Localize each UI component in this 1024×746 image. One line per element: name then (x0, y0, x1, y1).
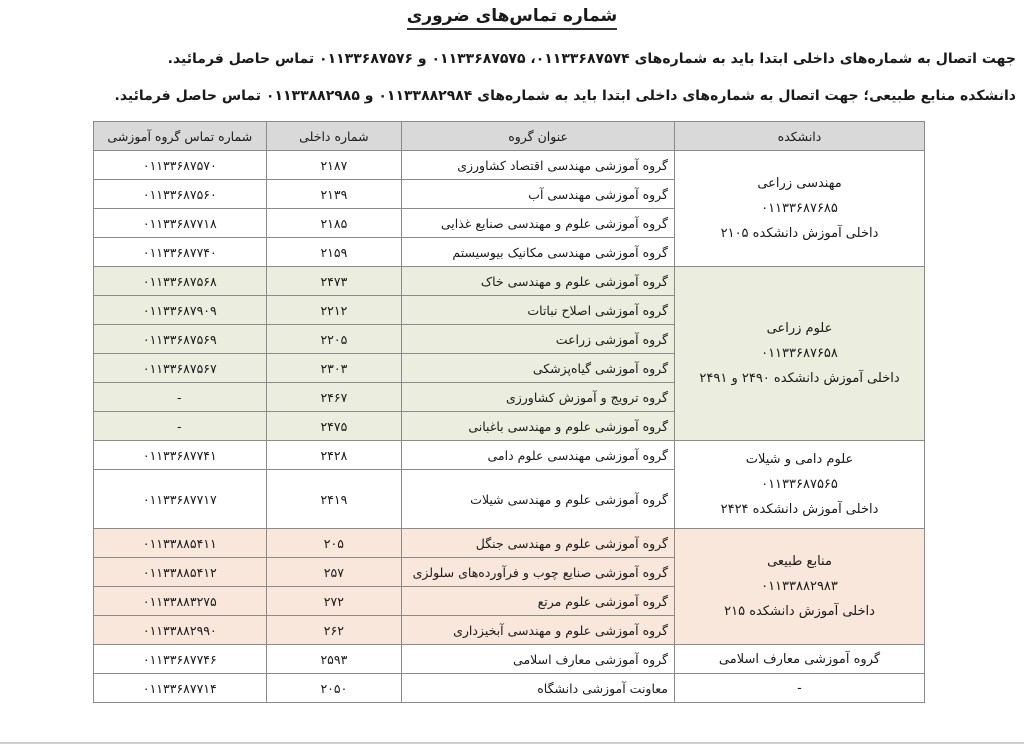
table-row (94, 645, 925, 674)
phone-cell: - (94, 412, 267, 441)
table-body (94, 151, 925, 703)
group-name-cell: گروه آموزشی مهندسی علوم دامی (402, 441, 675, 470)
table-row (94, 441, 925, 470)
faculty-internal-ext: داخلی آموزش دانشکده ۲۴۲۴ (720, 502, 879, 517)
group-name-cell: گروه آموزشی علوم و مهندسی باغبانی (402, 412, 675, 441)
faculty-cell (675, 267, 925, 441)
page-title-text: شماره تماس‌های ضروری (407, 6, 617, 30)
extension-cell: ۲۱۸۷ (266, 151, 402, 180)
header-phone: شماره تماس گروه آموزشی (94, 122, 267, 151)
group-name-cell: گروه آموزشی صنایع چوب و فرآورده‌های سلولزی (402, 558, 675, 587)
group-name-cell: گروه آموزشی مهندسی اقتصاد کشاورزی (402, 151, 675, 180)
faculty-cell (675, 645, 925, 674)
table-row (94, 267, 925, 296)
faculty-internal-ext: داخلی آموزش دانشکده ۲۱۰۵ (720, 226, 879, 241)
faculty-cell (675, 674, 925, 703)
faculty-phone: ۰۱۱۳۳۸۸۲۹۸۳ (761, 579, 838, 594)
group-name-cell: گروه آموزشی مهندسی آب (402, 180, 675, 209)
faculty-name: - (797, 680, 802, 696)
phone-cell: - (94, 383, 267, 412)
faculty-name: علوم زراعی (766, 321, 833, 336)
extension-cell: ۲۲۰۵ (266, 325, 402, 354)
phone-cell: ۰۱۱۳۳۶۸۷۵۷۰ (94, 151, 267, 180)
phone-cell: ۰۱۱۳۳۶۸۷۵۶۹ (94, 325, 267, 354)
phone-cell: ۰۱۱۳۳۶۸۷۷۱۴ (94, 674, 267, 703)
phone-cell: ۰۱۱۳۳۶۸۷۹۰۹ (94, 296, 267, 325)
faculty-name: منابع طبیعی (767, 554, 832, 569)
group-name-cell: گروه آموزشی اصلاح نباتات (402, 296, 675, 325)
phone-cell: ۰۱۱۳۳۶۸۷۵۶۰ (94, 180, 267, 209)
table-row (94, 151, 925, 180)
table-row (94, 674, 925, 703)
extension-cell: ۲۱۵۹ (266, 238, 402, 267)
phone-cell: ۰۱۱۳۳۶۸۷۷۱۷ (94, 470, 267, 529)
extension-cell: ۲۲۱۲ (266, 296, 402, 325)
phone-cell: ۰۱۱۳۳۸۸۳۲۷۵ (94, 587, 267, 616)
faculty-cell (675, 151, 925, 267)
group-name-cell: گروه آموزشی علوم و مهندسی خاک (402, 267, 675, 296)
faculty-phone: ۰۱۱۳۳۶۸۷۶۵۸ (761, 346, 838, 361)
header-extension: شماره داخلی (266, 122, 402, 151)
phone-cell: ۰۱۱۳۳۶۸۷۷۴۰ (94, 238, 267, 267)
group-name-cell: گروه آموزشی مهندسی مکانیک بیوسیستم (402, 238, 675, 267)
table-row (94, 529, 925, 558)
faculty-phone: ۰۱۱۳۳۶۸۷۵۶۵ (761, 477, 838, 492)
phone-cell: ۰۱۱۳۳۸۸۵۴۱۲ (94, 558, 267, 587)
phone-cell: ۰۱۱۳۳۸۸۵۴۱۱ (94, 529, 267, 558)
header-group: عنوان گروه (402, 122, 675, 151)
note-natural-resources: دانشکده منابع طبیعی؛ جهت اتصال به شماره‌های داخلی ابتدا باید به شماره‌های ۰۱۱۳۳۸۸۲۹۸۴ و ۰۱۱۳۳۸۸۲۹۸۵ تماس حاصل فرمائید. (114, 88, 1016, 104)
faculty-name: گروه آموزشی معارف اسلامی (718, 651, 881, 667)
group-name-cell: گروه آموزشی علوم و مهندسی آبخیزداری (402, 616, 675, 645)
extension-cell: ۲۱۳۹ (266, 180, 402, 209)
table-header-row (94, 122, 925, 151)
group-name-cell: گروه آموزشی گیاه‌پزشکی (402, 354, 675, 383)
group-name-cell: گروه آموزشی علوم و مهندسی صنایع غذایی (402, 209, 675, 238)
faculty-cell (675, 529, 925, 645)
page-title (0, 6, 1024, 26)
group-name-cell: گروه آموزشی علوم و مهندسی شیلات (402, 470, 675, 529)
phone-cell: ۰۱۱۳۳۸۸۲۹۹۰ (94, 616, 267, 645)
extension-cell: ۲۰۵۰ (266, 674, 402, 703)
group-name-cell: معاونت آموزشی دانشگاه (402, 674, 675, 703)
phone-cell: ۰۱۱۳۳۶۸۷۵۶۷ (94, 354, 267, 383)
extension-cell: ۲۴۷۵ (266, 412, 402, 441)
group-name-cell: گروه ترویج و آموزش کشاورزی (402, 383, 675, 412)
extension-cell: ۲۵۷ (266, 558, 402, 587)
extension-cell: ۲۷۲ (266, 587, 402, 616)
phone-cell: ۰۱۱۳۳۶۸۷۷۴۶ (94, 645, 267, 674)
page-bottom-rule (0, 742, 1024, 744)
group-name-cell: گروه آموزشی زراعت (402, 325, 675, 354)
extension-cell: ۲۴۱۹ (266, 470, 402, 529)
group-name-cell: گروه آموزشی معارف اسلامی (402, 645, 675, 674)
extension-cell: ۲۴۲۸ (266, 441, 402, 470)
faculty-cell (675, 441, 925, 529)
faculty-internal-ext: داخلی آموزش دانشکده ۲۴۹۰ و ۲۴۹۱ (699, 371, 900, 386)
faculty-phone: ۰۱۱۳۳۶۸۷۶۸۵ (761, 201, 838, 216)
phone-cell: ۰۱۱۳۳۶۸۷۷۴۱ (94, 441, 267, 470)
phone-cell: ۰۱۱۳۳۶۸۷۷۱۸ (94, 209, 267, 238)
extension-cell: ۲۴۷۳ (266, 267, 402, 296)
faculty-internal-ext: داخلی آموزش دانشکده ۲۱۵ (724, 604, 875, 619)
extension-cell: ۲۰۵ (266, 529, 402, 558)
extension-cell: ۲۴۶۷ (266, 383, 402, 412)
extension-cell: ۲۱۸۵ (266, 209, 402, 238)
faculty-name: علوم دامی و شیلات (745, 452, 854, 467)
extension-cell: ۲۵۹۳ (266, 645, 402, 674)
contacts-table (93, 121, 925, 703)
note-main-line: جهت اتصال به شماره‌های داخلی ابتدا باید به شماره‌های ۰۱۱۳۳۶۸۷۵۷۴، ۰۱۱۳۳۶۸۷۵۷۵ و ۰۱۱۳۳۶۸۷۵۷۶ تماس حاصل فرمائید. (167, 51, 1016, 67)
phone-cell: ۰۱۱۳۳۶۸۷۵۶۸ (94, 267, 267, 296)
extension-cell: ۲۳۰۳ (266, 354, 402, 383)
group-name-cell: گروه آموزشی علوم و مهندسی جنگل (402, 529, 675, 558)
extension-cell: ۲۶۲ (266, 616, 402, 645)
header-faculty: دانشکده (675, 122, 925, 151)
faculty-name: مهندسی زراعی (757, 176, 842, 191)
group-name-cell: گروه آموزشی علوم مرتع (402, 587, 675, 616)
